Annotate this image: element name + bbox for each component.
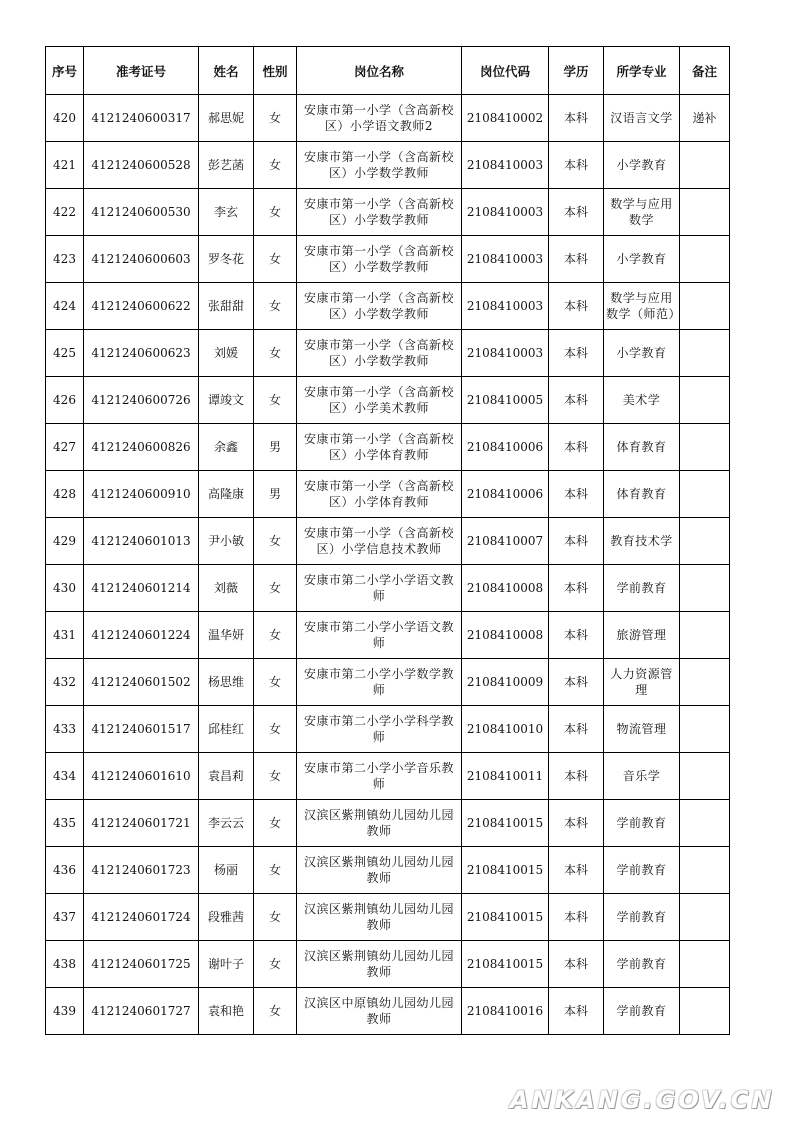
cell-remark [680,189,730,236]
table-row [46,988,730,1035]
cell-post-code: 2108410002 [462,95,549,142]
cell-remark [680,847,730,894]
cell-major: 学前教育 [604,565,680,612]
cell-education: 本科 [549,424,604,471]
table-row [46,847,730,894]
cell-seq: 439 [46,988,84,1035]
cell-education: 本科 [549,283,604,330]
cell-post-code: 2108410016 [462,988,549,1035]
cell-post-code: 2108410003 [462,142,549,189]
cell-education: 本科 [549,471,604,518]
table-row [46,424,730,471]
cell-post-name: 安康市第一小学（含高新校区）小学体育教师 [297,471,462,518]
cell-seq: 426 [46,377,84,424]
cell-post-name: 安康市第一小学（含高新校区）小学信息技术教师 [297,518,462,565]
cell-post-code: 2108410007 [462,518,549,565]
cell-education: 本科 [549,894,604,941]
cell-post-name: 安康市第一小学（含高新校区）小学数学教师 [297,283,462,330]
cell-name: 彭艺菡 [199,142,254,189]
cell-gender: 女 [254,706,297,753]
cell-major: 小学教育 [604,330,680,377]
cell-education: 本科 [549,753,604,800]
cell-seq: 425 [46,330,84,377]
cell-gender: 女 [254,330,297,377]
cell-remark [680,330,730,377]
table-row [46,283,730,330]
header-education: 学历 [549,47,604,95]
cell-post-code: 2108410006 [462,471,549,518]
cell-major: 学前教育 [604,988,680,1035]
header-post-code: 岗位代码 [462,47,549,95]
header-name: 姓名 [199,47,254,95]
cell-name: 温华妍 [199,612,254,659]
cell-major: 小学教育 [604,236,680,283]
cell-exam-id: 4121240601723 [84,847,199,894]
cell-remark: 递补 [680,95,730,142]
cell-post-name: 汉滨区紫荆镇幼儿园幼儿园教师 [297,941,462,988]
cell-major: 汉语言文学 [604,95,680,142]
cell-education: 本科 [549,518,604,565]
cell-gender: 女 [254,377,297,424]
header-remark: 备注 [680,47,730,95]
cell-exam-id: 4121240601610 [84,753,199,800]
cell-gender: 女 [254,283,297,330]
cell-seq: 420 [46,95,84,142]
cell-major: 人力资源管理 [604,659,680,706]
cell-remark [680,800,730,847]
header-exam-id: 准考证号 [84,47,199,95]
cell-remark [680,471,730,518]
cell-seq: 431 [46,612,84,659]
cell-name: 段雅茜 [199,894,254,941]
cell-gender: 女 [254,612,297,659]
cell-exam-id: 4121240600603 [84,236,199,283]
cell-gender: 女 [254,894,297,941]
cell-education: 本科 [549,565,604,612]
cell-post-name: 汉滨区紫荆镇幼儿园幼儿园教师 [297,847,462,894]
cell-gender: 女 [254,753,297,800]
cell-seq: 429 [46,518,84,565]
cell-gender: 男 [254,424,297,471]
header-gender: 性别 [254,47,297,95]
cell-education: 本科 [549,612,604,659]
cell-name: 杨思维 [199,659,254,706]
cell-post-code: 2108410015 [462,847,549,894]
cell-exam-id: 4121240601502 [84,659,199,706]
table-row [46,377,730,424]
cell-seq: 424 [46,283,84,330]
cell-major: 学前教育 [604,894,680,941]
site-watermark: ANKANG.GOV.CN [510,1086,775,1114]
cell-major: 音乐学 [604,753,680,800]
cell-major: 体育教育 [604,471,680,518]
cell-name: 尹小敏 [199,518,254,565]
cell-post-name: 安康市第一小学（含高新校区）小学数学教师 [297,236,462,283]
cell-exam-id: 4121240600530 [84,189,199,236]
cell-seq: 421 [46,142,84,189]
cell-exam-id: 4121240600317 [84,95,199,142]
cell-major: 学前教育 [604,941,680,988]
table-row [46,800,730,847]
cell-remark [680,565,730,612]
cell-gender: 女 [254,847,297,894]
cell-name: 余鑫 [199,424,254,471]
cell-gender: 女 [254,941,297,988]
cell-major: 美术学 [604,377,680,424]
cell-post-name: 安康市第一小学（含高新校区）小学数学教师 [297,142,462,189]
cell-post-code: 2108410003 [462,283,549,330]
cell-exam-id: 4121240601013 [84,518,199,565]
cell-gender: 男 [254,471,297,518]
table-row [46,471,730,518]
cell-remark [680,941,730,988]
cell-education: 本科 [549,847,604,894]
cell-post-name: 安康市第二小学小学音乐教师 [297,753,462,800]
cell-post-code: 2108410003 [462,189,549,236]
cell-education: 本科 [549,330,604,377]
cell-post-code: 2108410011 [462,753,549,800]
candidate-table [45,46,730,1035]
cell-education: 本科 [549,189,604,236]
cell-seq: 423 [46,236,84,283]
table-row [46,95,730,142]
cell-post-name: 安康市第一小学（含高新校区）小学体育教师 [297,424,462,471]
cell-post-name: 安康市第二小学小学语文教师 [297,612,462,659]
cell-remark [680,612,730,659]
cell-exam-id: 4121240601725 [84,941,199,988]
cell-post-name: 安康市第二小学小学科学教师 [297,706,462,753]
cell-education: 本科 [549,236,604,283]
cell-seq: 435 [46,800,84,847]
cell-major: 物流管理 [604,706,680,753]
cell-post-name: 安康市第一小学（含高新校区）小学美术教师 [297,377,462,424]
cell-post-code: 2108410003 [462,236,549,283]
cell-post-code: 2108410006 [462,424,549,471]
cell-seq: 433 [46,706,84,753]
cell-post-code: 2108410009 [462,659,549,706]
cell-gender: 女 [254,142,297,189]
cell-exam-id: 4121240600528 [84,142,199,189]
cell-post-code: 2108410005 [462,377,549,424]
cell-post-code: 2108410008 [462,612,549,659]
cell-post-code: 2108410010 [462,706,549,753]
cell-name: 罗冬花 [199,236,254,283]
cell-post-name: 安康市第一小学（含高新校区）小学数学教师 [297,330,462,377]
table-row [46,941,730,988]
cell-education: 本科 [549,941,604,988]
table-row [46,753,730,800]
cell-exam-id: 4121240600826 [84,424,199,471]
cell-post-code: 2108410015 [462,894,549,941]
cell-remark [680,988,730,1035]
table-header [46,47,730,95]
cell-post-name: 汉滨区紫荆镇幼儿园幼儿园教师 [297,800,462,847]
cell-education: 本科 [549,95,604,142]
cell-exam-id: 4121240600910 [84,471,199,518]
cell-exam-id: 4121240601517 [84,706,199,753]
cell-remark [680,659,730,706]
table-row [46,612,730,659]
cell-seq: 437 [46,894,84,941]
cell-major: 体育教育 [604,424,680,471]
cell-name: 郝思妮 [199,95,254,142]
header-major: 所学专业 [604,47,680,95]
table-row [46,659,730,706]
cell-seq: 422 [46,189,84,236]
cell-name: 张甜甜 [199,283,254,330]
cell-name: 刘媛 [199,330,254,377]
cell-name: 刘薇 [199,565,254,612]
cell-post-name: 汉滨区中原镇幼儿园幼儿园教师 [297,988,462,1035]
cell-major: 小学教育 [604,142,680,189]
cell-education: 本科 [549,142,604,189]
table-row [46,706,730,753]
cell-post-name: 安康市第二小学小学数学教师 [297,659,462,706]
cell-education: 本科 [549,377,604,424]
cell-major: 学前教育 [604,800,680,847]
cell-name: 李玄 [199,189,254,236]
cell-remark [680,283,730,330]
cell-gender: 女 [254,236,297,283]
table-row [46,518,730,565]
table-row [46,894,730,941]
table-row [46,330,730,377]
cell-post-name: 汉滨区紫荆镇幼儿园幼儿园教师 [297,894,462,941]
cell-exam-id: 4121240601727 [84,988,199,1035]
cell-name: 谭竣文 [199,377,254,424]
cell-gender: 女 [254,988,297,1035]
cell-post-name: 安康市第一小学（含高新校区）小学语文教师2 [297,95,462,142]
cell-name: 李云云 [199,800,254,847]
cell-education: 本科 [549,988,604,1035]
cell-exam-id: 4121240601224 [84,612,199,659]
cell-major: 旅游管理 [604,612,680,659]
cell-exam-id: 4121240600623 [84,330,199,377]
cell-education: 本科 [549,800,604,847]
cell-seq: 438 [46,941,84,988]
cell-name: 杨丽 [199,847,254,894]
cell-exam-id: 4121240601721 [84,800,199,847]
cell-post-code: 2108410015 [462,941,549,988]
cell-major: 学前教育 [604,847,680,894]
header-seq: 序号 [46,47,84,95]
cell-seq: 432 [46,659,84,706]
cell-remark [680,424,730,471]
table-row [46,236,730,283]
table-row [46,189,730,236]
cell-post-name: 安康市第一小学（含高新校区）小学数学教师 [297,189,462,236]
cell-seq: 436 [46,847,84,894]
header-row [46,47,730,95]
cell-gender: 女 [254,565,297,612]
cell-post-code: 2108410008 [462,565,549,612]
cell-major: 数学与应用数学（师范） [604,283,680,330]
cell-education: 本科 [549,706,604,753]
cell-gender: 女 [254,659,297,706]
cell-exam-id: 4121240600726 [84,377,199,424]
cell-post-code: 2108410003 [462,330,549,377]
cell-education: 本科 [549,659,604,706]
table-row [46,142,730,189]
table-row [46,565,730,612]
cell-seq: 430 [46,565,84,612]
cell-exam-id: 4121240601214 [84,565,199,612]
cell-remark [680,142,730,189]
table-body [46,95,730,1035]
cell-gender: 女 [254,800,297,847]
cell-post-code: 2108410015 [462,800,549,847]
cell-gender: 女 [254,189,297,236]
cell-gender: 女 [254,95,297,142]
cell-remark [680,518,730,565]
cell-name: 高隆康 [199,471,254,518]
cell-exam-id: 4121240601724 [84,894,199,941]
cell-major: 数学与应用数学 [604,189,680,236]
cell-seq: 434 [46,753,84,800]
cell-exam-id: 4121240600622 [84,283,199,330]
cell-remark [680,236,730,283]
cell-remark [680,706,730,753]
cell-name: 袁和艳 [199,988,254,1035]
cell-major: 教育技术学 [604,518,680,565]
cell-gender: 女 [254,518,297,565]
cell-seq: 428 [46,471,84,518]
cell-remark [680,894,730,941]
cell-name: 谢叶子 [199,941,254,988]
cell-post-name: 安康市第二小学小学语文教师 [297,565,462,612]
cell-remark [680,377,730,424]
cell-remark [680,753,730,800]
cell-name: 袁昌莉 [199,753,254,800]
header-post-name: 岗位名称 [297,47,462,95]
cell-seq: 427 [46,424,84,471]
cell-name: 邱桂红 [199,706,254,753]
